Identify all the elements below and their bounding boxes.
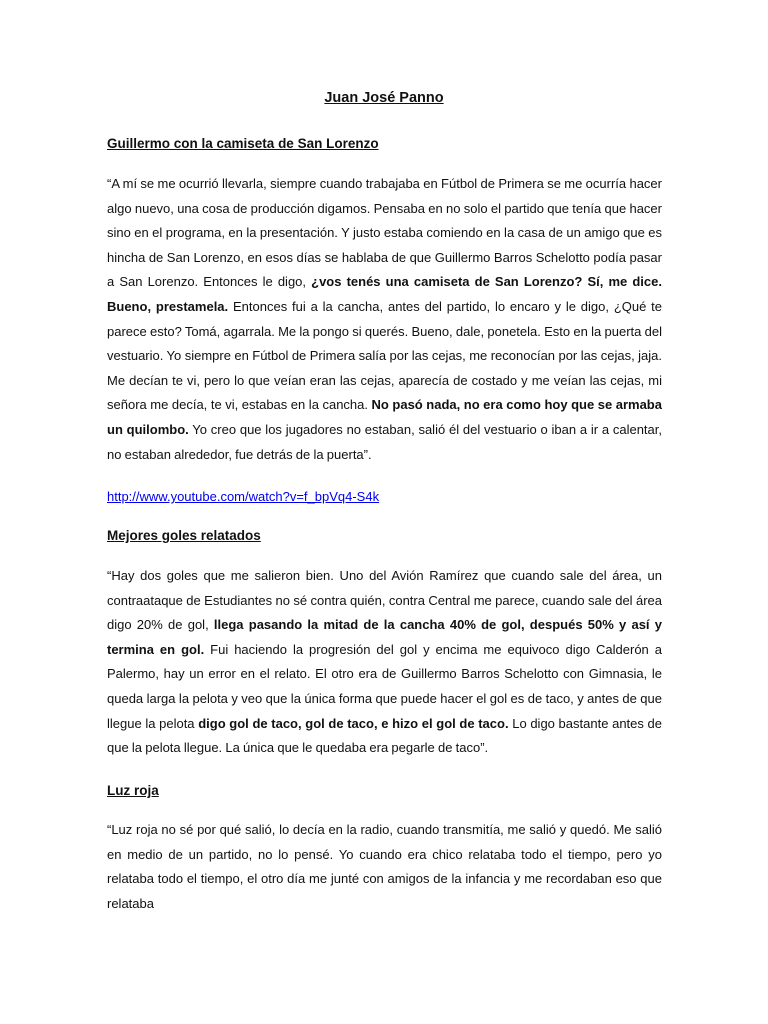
text-run: “Hay dos goles que me salieron bien. Uno del Avión Ramírez que cuando sale del área, un contraataque de Estudiantes no sé contra quién, contra Central me parece, cuando sale del área digo 20% de gol, — [107, 568, 662, 633]
section-heading-camiseta: Guillermo con la camiseta de San Lorenzo — [107, 136, 379, 151]
text-run: “A mí se me ocurrió llevarla, siempre cuando trabajaba en Fútbol de Primera se me ocurría hacer algo nuevo, una cosa de producción digamos. Pensaba en no solo el partido que tenía que hacer sino en el programa, en la presentación. Y justo estaba comiendo en la casa de un amigo que es hincha de San Lorenzo, en esos días se hablaba de que Guillermo Barros Schelotto podía pasar a San Lorenzo. Entonces le digo, — [107, 176, 662, 290]
text-run-bold: digo gol de taco, gol de taco, e hizo el gol de taco. — [198, 715, 509, 731]
section-paragraph-luz-roja — [107, 818, 662, 916]
youtube-link[interactable]: http://www.youtube.com/watch?v=f_bpVq4-S4k — [107, 489, 380, 504]
text-run-bold: ¿vos tenés una camiseta de San Lorenzo? Sí, me dice. Bueno, prestamela. — [107, 274, 662, 314]
section-paragraph-camiseta — [107, 172, 662, 467]
section-paragraph-goles — [107, 564, 662, 761]
section-heading-luz-roja: Luz roja — [107, 783, 159, 798]
text-run: Yo creo que los jugadores no estaban, salió él del vestuario o iban a ir a calentar, no estaban alrededor, fue detrás de la puerta”. — [107, 421, 662, 462]
text-run-bold: No pasó nada, no era como hoy que se armaba un quilombo. — [107, 397, 662, 437]
text-run: Fui haciendo la progresión del gol y encima me equivoco digo Calderón a Palermo, hay un error en el relato. El otro era de Guillermo Barros Schelotto con Gimnasia, le queda larga la pelota y veo que la única forma que puede hacer el gol es de taco, y antes de que llegue la pelota — [107, 641, 662, 731]
text-run: Lo digo bastante antes de que la pelota llegue. La única que le quedaba era pegarle de taco”. — [107, 715, 663, 756]
section-heading-goles: Mejores goles relatados — [107, 528, 261, 543]
text-run: “Luz roja no sé por qué salió, lo decía en la radio, cuando transmitía, me salió y quedó. Me salió en medio de un partido, no lo pensé. Yo cuando era chico relataba todo el tiempo, pero yo relataba todo el tiempo, el otro día me junté con amigos de la infancia y me recordaban eso que relataba — [107, 822, 662, 911]
text-run-bold: llega pasando la mitad de la cancha 40% de gol, después 50% y así y termina en gol. — [107, 617, 662, 657]
document-title: Juan José Panno — [324, 90, 444, 106]
text-run: Entonces fui a la cancha, antes del partido, lo encaro y le digo, ¿Qué te parece esto? Tomá, agarrala. Me la pongo si querés. Bueno, dale, ponetela. Esto en la puerta del vestuario. Yo siempre en Fútbol de Primera salía por las cejas, me reconocían por las cejas, jaja. Me decían te vi, pero lo que veían eran las cejas, aparecía de costado y me veían las cejas, mi señora me decía, te vi, estabas en la cancha. — [107, 298, 663, 413]
